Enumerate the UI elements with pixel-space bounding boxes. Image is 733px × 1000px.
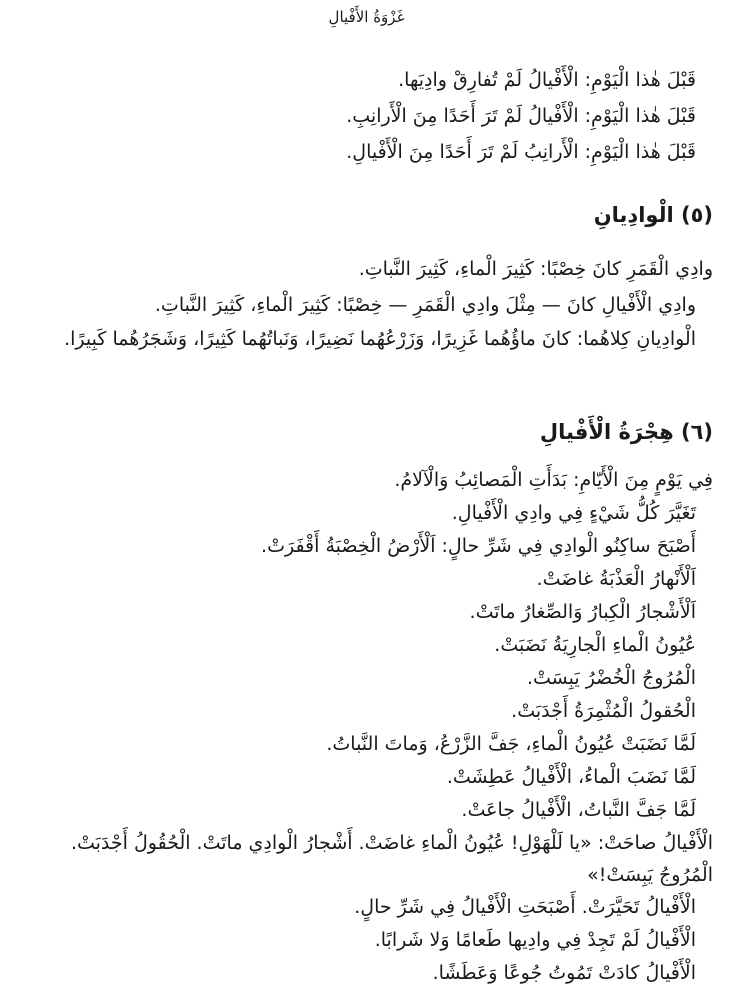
section-line: الْأَفْيالُ تَحَيَّرَتْ. أَصْبَحَتِ الْأَفْيالُ فِي شَرِّ حالٍ. bbox=[354, 896, 696, 918]
intro-line: قَبْلَ هٰذا الْيَوْمِ: الْأَفْيالُ لَمْ تُفارِقْ وادِيَها. bbox=[398, 69, 696, 91]
section-6-body bbox=[14, 464, 713, 990]
section-line: الْحُقولُ الْمُثْمِرَةُ أَجْدَبَتْ. bbox=[511, 700, 696, 722]
intro-paragraph bbox=[14, 62, 713, 170]
section-line: الْمُرُوجُ الْخُضْرُ يَبِسَتْ. bbox=[526, 667, 696, 689]
section-line: لَمَّا جَفَّ النَّباتُ، الْأَفْيالُ جاعَتْ. bbox=[461, 799, 696, 821]
section-6 bbox=[14, 415, 713, 449]
intro-line: قَبْلَ هٰذا الْيَوْمِ: الْأَفْيالُ لَمْ تَرَ أَحَدًا مِنَ الْأَرانِبِ. bbox=[346, 105, 696, 127]
intro-line: قَبْلَ هٰذا الْيَوْمِ: الْأَرانِبُ لَمْ تَرَ أَحَدًا مِنَ الْأَفْيالِ. bbox=[346, 141, 696, 163]
section-line: لَمَّا نَضَبَتْ عُيُونُ الْماءِ، جَفَّ الزَّرْعُ، وَماتَ النَّباتُ. bbox=[326, 733, 696, 755]
section-line: وادِي الْقَمَرِ كانَ خِصْبًا: كَثِيرَ الْماءِ، كَثِيرَ النَّباتِ. bbox=[358, 258, 713, 280]
section-line: الْأَفْيالُ كادَتْ تَمُوتُ جُوعًا وَعَطَشًا. bbox=[432, 962, 696, 984]
section-line: أَصْبَحَ ساكِنُو الْوادِي فِي شَرِّ حالٍ: اَلْأَرْضُ الْخِصْبَةُ أَقْفَرَتْ. bbox=[261, 535, 696, 557]
section-line: الْأَفْيالُ لَمْ تَجِدْ فِي وادِيها طَعامًا وَلا شَرابًا. bbox=[374, 929, 696, 951]
section-line: تَغَيَّرَ كُلُّ شَيْءٍ فِي وادِي الْأَفْيالِ. bbox=[451, 502, 696, 524]
section-line: وادِي الْأَفْيالِ كانَ — مِثْلَ وادِي الْقَمَرِ — خِصْبًا: كَثِيرَ الْماءِ، كَثِيرَ النَّباتِ. bbox=[154, 294, 696, 316]
section-line: لَمَّا نَضَبَ الْماءُ، الْأَفْيالُ عَطِشَتْ. bbox=[446, 766, 696, 788]
section-line: فِي يَوْمٍ مِنَ الْأَيّامِ: بَدَأَتِ الْمَصائِبُ وَالْآلامُ. bbox=[394, 469, 713, 491]
section-5-body bbox=[14, 251, 713, 356]
section-line: عُيُونُ الْماءِ الْجارِيَةُ نَضَبَتْ. bbox=[494, 634, 696, 656]
section-5 bbox=[14, 198, 713, 232]
section-line: الْوادِيانِ كِلاهُما: كانَ ماؤُهُما غَزِيرًا، وَزَرْعُهُما نَضِيرًا، وَنَباتُهُما كَثِيرًا، وَشَجَرُهُما كَبِيرًا. bbox=[64, 328, 696, 350]
section-line: اَلْأَشْجارُ الْكِبارُ وَالصِّغارُ ماتَتْ. bbox=[469, 601, 696, 623]
section-line: اَلْأَنْهارُ الْعَذْبَةُ غاضَتْ. bbox=[536, 568, 696, 590]
section-heading: (٥) الْوادِيانِ bbox=[593, 203, 713, 227]
section-line: الْأَفْيالُ صاحَتْ: «يا لَلْهَوْلِ! عُيُونُ الْماءِ غاضَتْ. أَشْجارُ الْوادِي ماتَتْ. الْحُقُولُ أَجْدَبَتْ. الْمُرُوجُ يَبِسَتْ!» bbox=[70, 832, 713, 886]
running-head: غَزْوَةُ الأَفْيالِ bbox=[328, 8, 405, 26]
section-heading: (٦) هِجْرَةُ الْأَفْيالِ bbox=[539, 420, 713, 444]
